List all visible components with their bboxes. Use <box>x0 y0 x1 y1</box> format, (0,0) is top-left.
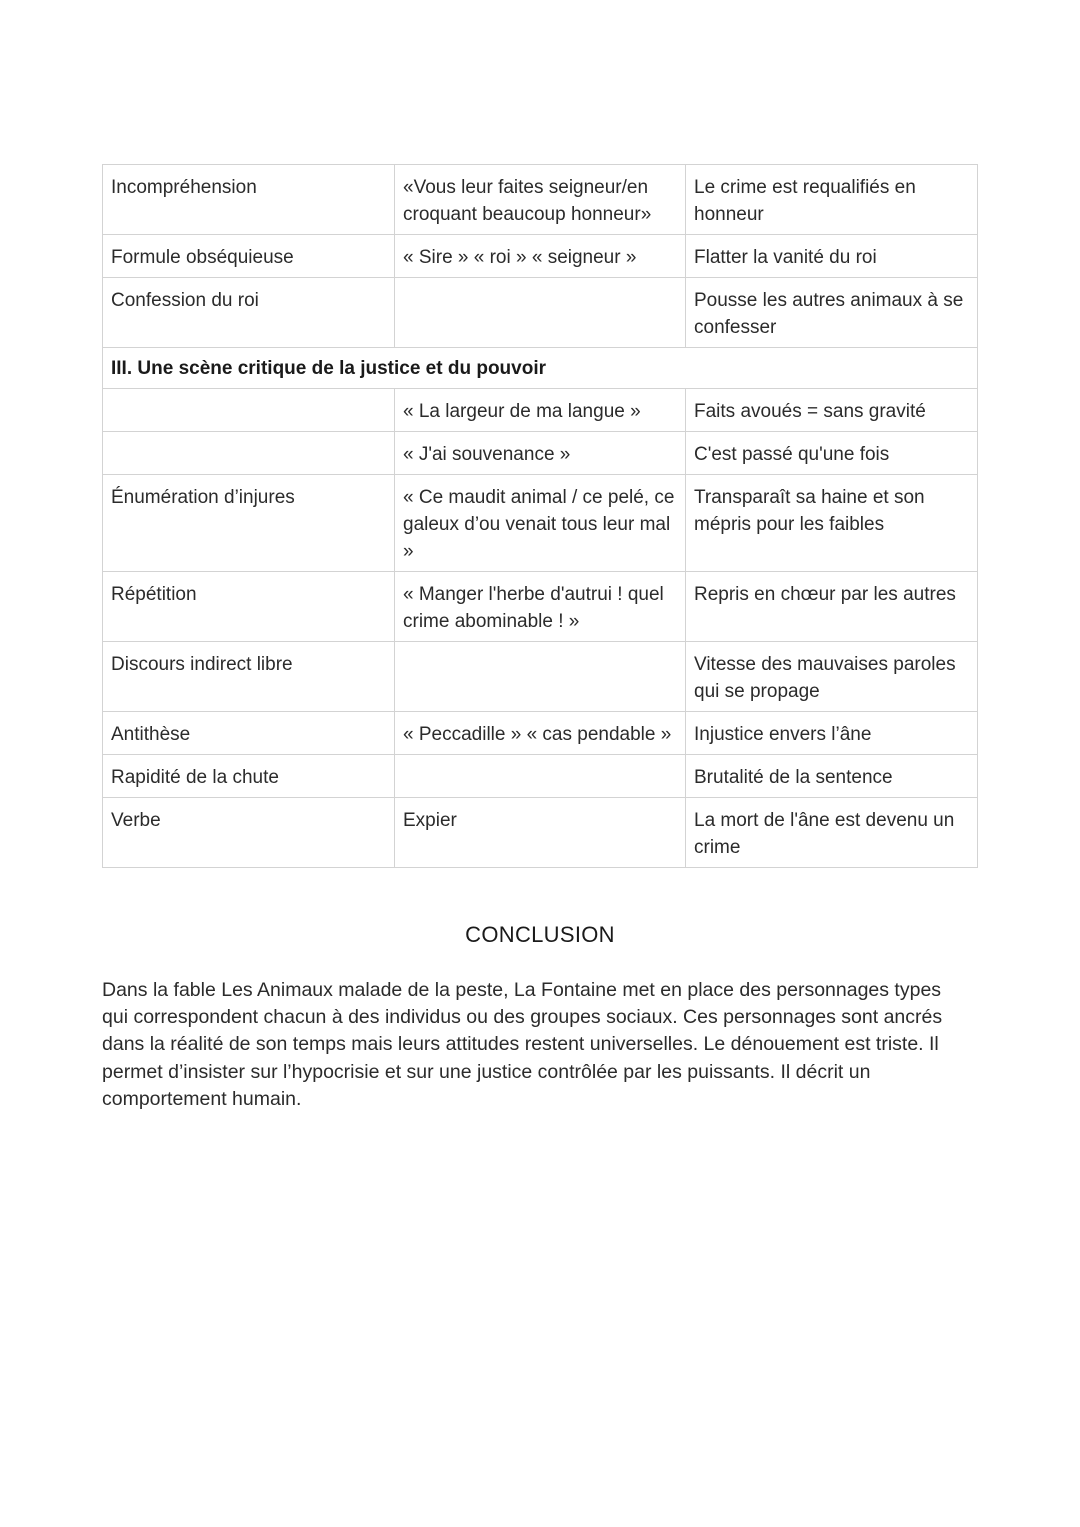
section-heading: III. Une scène critique de la justice et du pouvoir <box>103 348 978 389</box>
quote-cell: « Manger l'herbe d'autrui ! quel crime abominable ! » <box>395 572 686 642</box>
figure-cell: Verbe <box>103 798 395 868</box>
table-row <box>103 712 978 755</box>
table-row <box>103 572 978 642</box>
conclusion-paragraph: Dans la fable Les Animaux malade de la peste, La Fontaine met en place des personnages types qui correspondent chacun à des individus ou des groupes sociaux. Ces personnages sont ancrés dans la réalité de son temps mais leurs attitudes restent universelles. Le dénouement est triste. Il permet d’insister sur l’hypocrisie et sur une justice contrôlée par les puissants. Il décrit un comportement humain. <box>102 979 943 1110</box>
section-heading-row <box>103 348 978 389</box>
interpretation-cell: Pousse les autres animaux à se confesser <box>686 278 978 348</box>
conclusion-title: CONCLUSION <box>465 922 615 947</box>
quote-cell: «Vous leur faites seigneur/en croquant beaucoup honneur» <box>395 165 686 235</box>
analysis-table <box>102 164 978 868</box>
interpretation-cell: La mort de l'âne est devenu un crime <box>686 798 978 868</box>
figure-cell <box>103 389 395 432</box>
figure-cell: Rapidité de la chute <box>103 755 395 798</box>
figure-cell: Confession du roi <box>103 278 395 348</box>
interpretation-cell: Repris en chœur par les autres <box>686 572 978 642</box>
table-row <box>103 389 978 432</box>
interpretation-cell: C'est passé qu'une fois <box>686 432 978 475</box>
table-row <box>103 432 978 475</box>
table-row <box>103 755 978 798</box>
interpretation-cell: Flatter la vanité du roi <box>686 235 978 278</box>
interpretation-cell: Faits avoués = sans gravité <box>686 389 978 432</box>
table-row <box>103 235 978 278</box>
quote-cell <box>395 755 686 798</box>
quote-cell: « J'ai souvenance » <box>395 432 686 475</box>
table-row <box>103 278 978 348</box>
figure-cell: Antithèse <box>103 712 395 755</box>
quote-cell <box>395 642 686 712</box>
quote-cell <box>395 278 686 348</box>
interpretation-cell: Le crime est requalifiés en honneur <box>686 165 978 235</box>
table-row <box>103 642 978 712</box>
quote-cell: « Sire » « roi » « seigneur » <box>395 235 686 278</box>
figure-cell: Énumération d’injures <box>103 475 395 572</box>
figure-cell: Répétition <box>103 572 395 642</box>
table-row <box>103 165 978 235</box>
figure-cell <box>103 432 395 475</box>
quote-cell: « La largeur de ma langue » <box>395 389 686 432</box>
quote-cell: Expier <box>395 798 686 868</box>
quote-cell: « Peccadille » « cas pendable » <box>395 712 686 755</box>
interpretation-cell: Transparaît sa haine et son mépris pour les faibles <box>686 475 978 572</box>
interpretation-cell: Vitesse des mauvaises paroles qui se propage <box>686 642 978 712</box>
table-row <box>103 475 978 572</box>
figure-cell: Incompréhension <box>103 165 395 235</box>
figure-cell: Formule obséquieuse <box>103 235 395 278</box>
figure-cell: Discours indirect libre <box>103 642 395 712</box>
interpretation-cell: Injustice envers l’âne <box>686 712 978 755</box>
interpretation-cell: Brutalité de la sentence <box>686 755 978 798</box>
quote-cell: « Ce maudit animal / ce pelé, ce galeux d’ou venait tous leur mal » <box>395 475 686 572</box>
table-row <box>103 798 978 868</box>
